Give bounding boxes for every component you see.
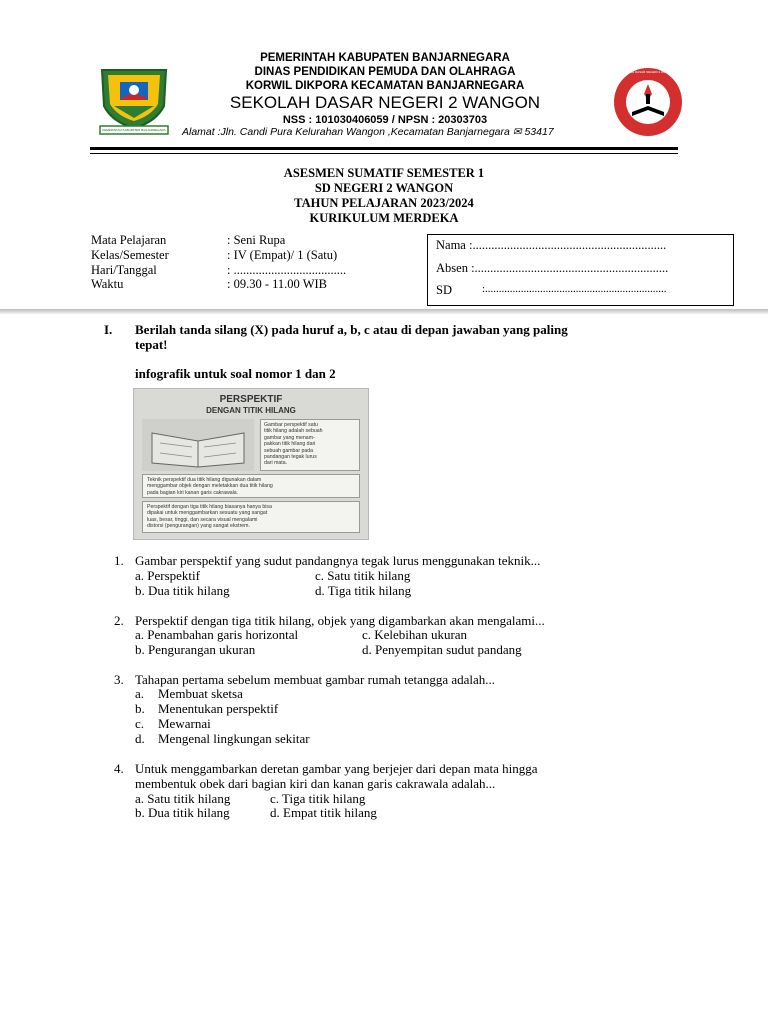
school-address: Alamat :Jln. Candi Pura Kelurahan Wangon ,Kecamatan Banjarnegara ✉ 53417	[182, 126, 554, 138]
q3-option-c[interactable]: Mewarnai	[158, 716, 211, 731]
question-3-text: Tahapan pertama sebelum membuat gambar rumah tetangga adalah...	[135, 672, 496, 687]
info-value-class: : IV (Empat)/ 1 (Satu)	[227, 248, 338, 262]
q2-option-b[interactable]: b. Pengurangan ukuran	[135, 642, 256, 657]
sd-label: SD	[436, 283, 452, 297]
box1-line: pakkan titik hilang dari	[264, 441, 316, 448]
infographic-title-2: DENGAN TITIK HILANG	[206, 406, 296, 415]
box3-line: dipakai untuk menggambarkan sesuatu yang sangat	[147, 510, 268, 517]
q2-option-c[interactable]: c. Kelebihan ukuran	[362, 627, 468, 642]
school-seal-icon	[612, 66, 702, 138]
box3-line: luas, besar, tinggi, dan secara visual mengalami	[147, 516, 258, 523]
box3-line: Perspektif dengan tiga titik hilang biasanya hanya bisa	[147, 504, 272, 510]
box1-line: Gambar perspektif satu	[264, 422, 318, 428]
box2-line: pada bagian kiri kanan garis cakrawala.	[147, 489, 239, 496]
exam-title: ASESMEN SUMATIF SEMESTER 1	[283, 166, 485, 180]
box1-line: gambar yang menam-	[264, 434, 315, 441]
question-3-number: 3.	[114, 672, 124, 687]
q4-option-c[interactable]: c. Tiga titik hilang	[270, 791, 366, 806]
name-field[interactable]: Nama :..............................................................	[436, 238, 667, 252]
q3-option-a[interactable]: Membuat sketsa	[158, 686, 243, 701]
box3-line: distorsi (pengurangan) yang sangat ekstrem.	[147, 523, 250, 530]
right-logo-ring-text: SEKOLAH DASAR NEGERI 2 WANGON · BANJARNEGARA	[620, 70, 702, 74]
exam-school: SD NEGERI 2 WANGON	[314, 181, 454, 195]
q1-option-b[interactable]: b. Dua titik hilang	[135, 583, 230, 598]
info-label-date: Hari/Tanggal	[91, 263, 157, 277]
q3-option-c-letter[interactable]: c.	[135, 716, 145, 731]
perspective-infographic	[133, 388, 369, 540]
box2-line: Teknik perspektif dua titik hilang digunakan dalam	[147, 477, 262, 483]
q4-option-d[interactable]: d. Empat titik hilang	[270, 805, 377, 820]
question-2-number: 2.	[114, 613, 124, 628]
question-1-number: 1.	[114, 553, 124, 568]
question-4-text-line-2: membentuk obek dari bagian kiri dan kanan garis cakrawala adalah...	[135, 776, 496, 791]
govt-line: PEMERINTAH KABUPATEN BANJARNEGARA	[260, 52, 510, 64]
infographic-box-3	[142, 501, 360, 533]
letterhead-rule-thin	[90, 153, 678, 154]
infographic-caption: infografik untuk soal nomor 1 dan 2	[135, 366, 336, 381]
info-label-time: Waktu	[91, 277, 124, 291]
left-logo-ribbon-text: PEMERINTAH KABUPATEN BANJARNEGARA	[102, 128, 166, 132]
exam-year: TAHUN PELAJARAN 2023/2024	[294, 196, 474, 210]
info-label-subject: Mata Pelajaran	[91, 233, 167, 247]
box1-line: sebuah gambar pada	[264, 447, 314, 454]
box1-line: titik hilang adalah sebuah	[264, 428, 323, 435]
q2-option-d[interactable]: d. Penyempitan sudut pandang	[362, 642, 522, 657]
right-logo	[612, 66, 702, 138]
q3-option-b-letter[interactable]: b.	[135, 701, 145, 716]
info-value-time: : 09.30 - 11.00 WIB	[227, 277, 327, 291]
question-2-text: Perspektif dengan tiga titik hilang, objek yang digambarkan akan mengalami...	[135, 613, 545, 628]
student-id-box	[427, 234, 734, 306]
info-label-class: Kelas/Semester	[91, 248, 169, 262]
school-name: SEKOLAH DASAR NEGERI 2 WANGON	[229, 93, 541, 112]
infographic-box-2	[142, 474, 360, 498]
q3-option-d[interactable]: Mengenal lingkungan sekitar	[158, 731, 310, 746]
info-value-subject: : Seni Rupa	[227, 233, 286, 247]
section-divider	[0, 309, 768, 314]
q1-option-c[interactable]: c. Satu titik hilang	[315, 568, 411, 583]
info-value-date: : ....................................	[227, 263, 347, 277]
instruction-line-2: tepat!	[135, 337, 168, 352]
building-sketch-icon	[142, 419, 254, 471]
box1-line: pandangan tegak lurus	[264, 454, 317, 461]
sd-field[interactable]: :..................................................................	[482, 283, 667, 295]
q4-option-b[interactable]: b. Dua titik hilang	[135, 805, 230, 820]
infographic-box-1	[260, 419, 360, 471]
infographic-title-1: PERSPEKTIF	[219, 394, 283, 405]
section-number: I.	[104, 322, 113, 337]
q3-option-a-letter[interactable]: a.	[135, 686, 145, 701]
q2-option-a[interactable]: a. Penambahan garis horizontal	[135, 627, 299, 642]
letterhead-rule-thick	[90, 147, 678, 150]
district-line: KORWIL DIKPORA KECAMATAN BANJARNEGARA	[245, 80, 525, 92]
question-1-text: Gambar perspektif yang sudut pandangnya tegak lurus menggunakan teknik...	[135, 553, 541, 568]
q3-option-b[interactable]: Menentukan perspektif	[158, 701, 279, 716]
exam-curriculum: KURIKULUM MERDEKA	[309, 211, 459, 225]
absen-field[interactable]: Absen :..............................................................	[436, 261, 669, 275]
q3-option-d-letter[interactable]: d.	[135, 731, 145, 746]
box1-line: dari mata.	[264, 460, 288, 467]
school-nss: NSS : 101030406059 / NPSN : 20303703	[282, 114, 488, 126]
q1-option-a[interactable]: a. Perspektif	[135, 568, 200, 583]
office-line: DINAS PENDIDIKAN PEMUDA DAN OLAHRAGA	[254, 66, 516, 78]
q1-option-d[interactable]: d. Tiga titik hilang	[315, 583, 412, 598]
box2-line: menggambar objek dengan meletakkan dua titik hilang	[147, 483, 273, 490]
question-4-number: 4.	[114, 761, 124, 776]
q4-option-a[interactable]: a. Satu titik hilang	[135, 791, 231, 806]
instruction-line-1: Berilah tanda silang (X) pada huruf a, b, c atau di depan jawaban yang paling	[135, 322, 568, 337]
question-4-text-line-1: Untuk menggambarkan deretan gambar yang berjejer dari depan mata hingga	[135, 761, 538, 776]
